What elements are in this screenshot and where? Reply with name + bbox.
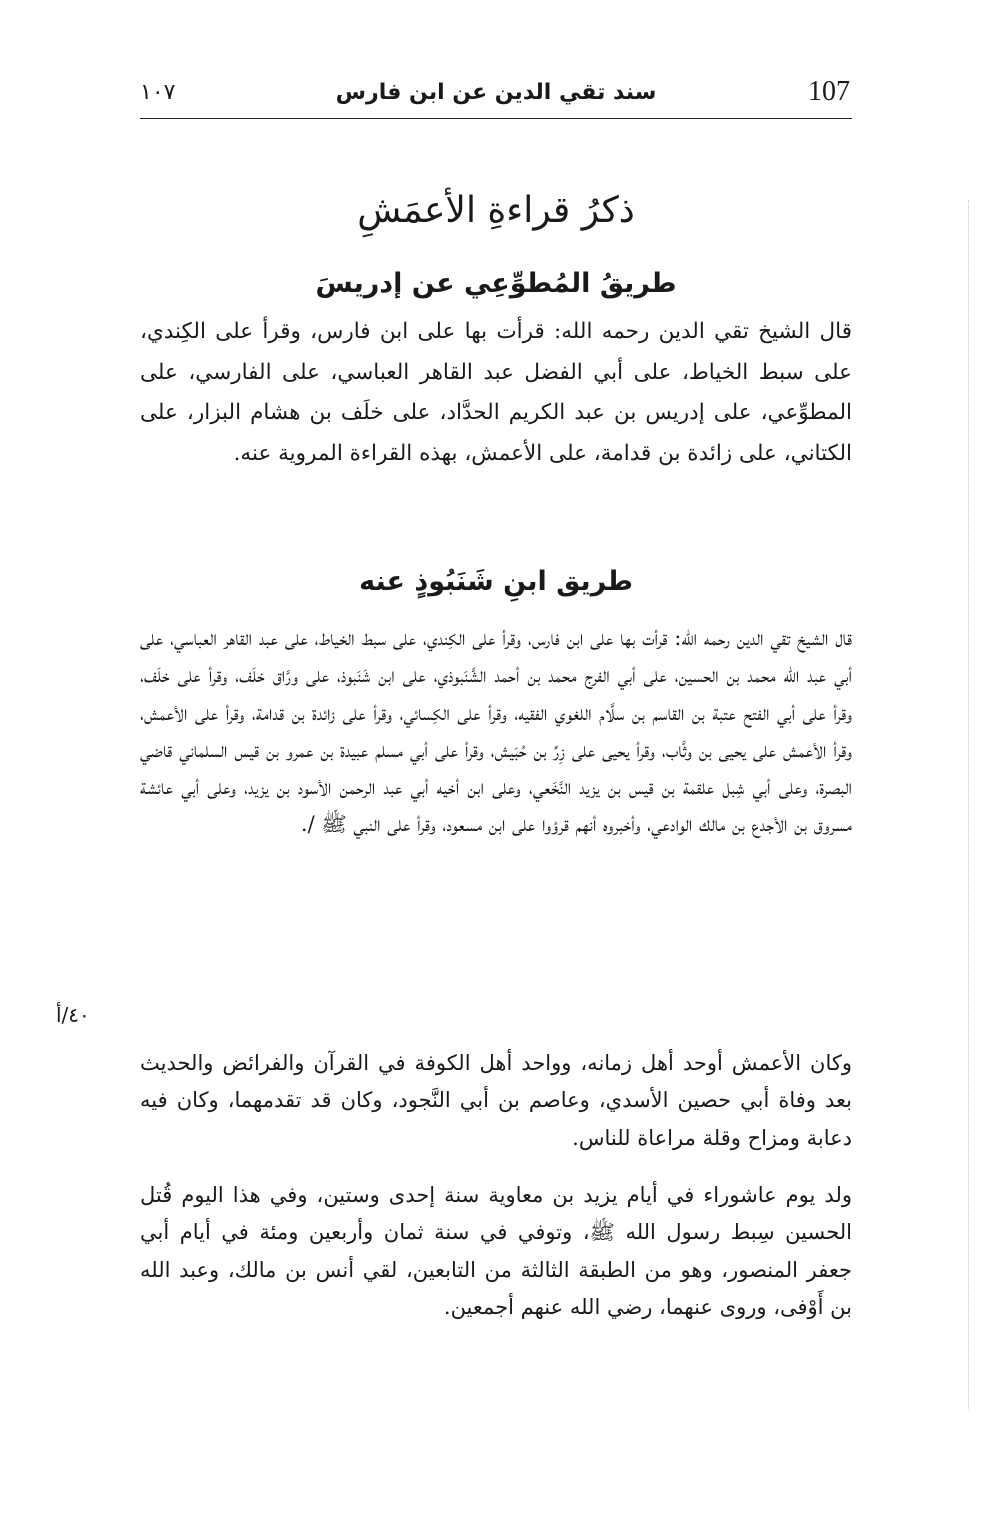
section-heading-ibn-shanabudh: طريق ابنِ شَنَبُوذٍ عنه [359, 566, 633, 597]
scan-edge-line [968, 200, 969, 1410]
page-number-arabic: ١٠٧ [140, 80, 176, 105]
running-header [140, 72, 852, 119]
paragraph: ولد يوم عاشوراء في أيام يزيد بن معاوية سنة إحدى وستين، وفي هذا اليوم قُتل الحسين سِبط رسول الله ﷺ، وتوفي في سنة ثمان وأربعين ومئة في أيام أبي جعفر المنصور، وهو من الطبقة الثالثة من التابعين، لقي أنس بن مالك، وعبد الله بن أَوْفى، وروى عنهما، رضي الله عنهم أجمعين. [140, 1183, 852, 1319]
manuscript-folio-note: ٤٠/أ [56, 1003, 90, 1027]
section-body-biography [140, 1045, 852, 1157]
running-title: سند تقي الدين عن ابن فارس [335, 80, 657, 105]
section-heading-mutawwii: طريقُ المُطوِّعِي عن إدريسَ [315, 268, 677, 299]
section-body-birth-death [140, 1177, 852, 1326]
chapter-title: ذكرُ قراءةِ الأعمَشِ [357, 190, 635, 231]
paragraph: قال الشيخ تقي الدين رحمه الله: قرأت بها على ابن فارس، وقرأ على الكِندي، على سبط الخياط، على أبي الفضل عبد القاهر العباسي، على الفارسي، على المطوِّعي، على إدريس بن عبد الكريم الحدَّاد، على خلَف بن هشام البزار، على الكتاني، على زائدة بن قدامة، على الأعمش، بهذه القراءة المروية عنه. [140, 319, 852, 466]
paragraph: قال الشيخ تقي الدين رحمه الله: قرأت بها على ابن فارس، وقرأ على الكِندي، على سبط الخياط، على عبد القاهر العباسي، على أبي عبد الله محمد بن الحسين، على أبي الفرج محمد بن أحمد الشَّنَبوذي، على ابن شَنَبوذ، على ورَّاق خلَف، وقرأ على خلَف، وقرأ على أبي الفتح عتبة بن القاسم بن سلَّام اللغوي الفقيه، وقرأ على الكِسائي، وقرأ على زائدة بن قدامة، وقرأ على الأعمش، وقرأ الأعمش على يحيى بن وثَّاب، وقرأ يحيى على زِرِّ بن حُبَيش، وقرأ على أبي مسلم عبيدة بن عمرو بن قيس السلماني قاضي البصرة، وعلى أبي شِبل علقمة بن قيس بن يزيد النَّخَعي، وعلى ابن أخيه أبي عبد الرحمن الأسود بن يزيد، وعلى أبي عائشة مسروق بن الأجدع بن مالك الوادعي، وأخبروه أنهم قرؤوا على ابن مسعود، وقرأ على النبي ﷺ /. [140, 626, 853, 837]
section-body-mutawwii [140, 312, 852, 474]
paragraph: وكان الأعمش أوحد أهل زمانه، وواحد أهل الكوفة في القرآن والفرائض والحديث بعد وفاة أبي حصين الأسدي، وعاصم بن أبي النَّجود، وكان قد تقدمهما، وكان فيه دعابة ومزاح وقلة مراعاة للناس. [140, 1051, 852, 1150]
section-body-ibn-shanabudh [140, 620, 852, 844]
page-number-latin: 107 [808, 76, 850, 107]
